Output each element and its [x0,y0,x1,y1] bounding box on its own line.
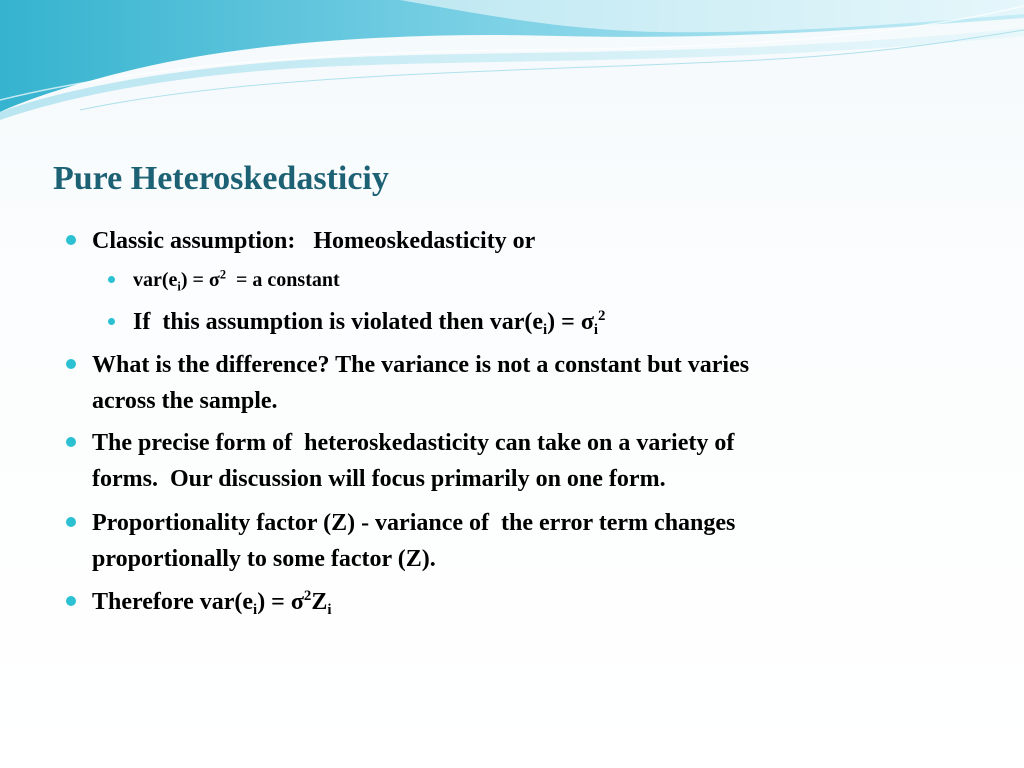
bullet-difference [92,347,952,419]
sub-bullet-constant-variance [133,266,953,294]
formula-superscript: 2 [303,588,312,605]
bullet-dot-icon [66,437,76,447]
formula-superscript: 2 [598,308,606,325]
bullet-line: forms. Our discussion will focus primarily on one form. [92,466,666,492]
bullet-dot-icon [108,276,115,283]
sub-bullet-violated-assumption [133,305,953,339]
formula-subscript: i [177,279,181,294]
formula-text: ) = σ [547,309,594,335]
bullet-proportionality-factor [92,505,952,577]
bullet-therefore [92,584,952,620]
formula-superscript: 2 [219,267,227,282]
formula-text: Z [311,589,328,615]
slide-title: Pure Heteroskedasticiy [53,160,389,197]
formula-subscript: i [327,602,332,619]
bullet-precise-form [92,425,952,497]
bullet-line: across the sample. [92,388,278,414]
bullet-line: The precise form of heteroskedasticity can take on a variety of [92,430,735,456]
formula-text: ) = σ [180,269,220,291]
bullet-classic-assumption [92,223,952,259]
formula-subscript: i [543,322,548,339]
bullet-line: proportionally to some factor (Z). [92,546,436,572]
bullet-dot-icon [108,318,115,325]
bullet-line: Proportionality factor (Z) - variance of the error term changes [92,510,736,536]
formula-text: var(e [133,269,178,291]
formula-text: = a constant [226,269,340,291]
bullet-dot-icon [66,359,76,369]
bullet-text: Classic assumption: Homeoskedasticity or [92,228,536,254]
bullet-dot-icon [66,235,76,245]
formula-subscript: i [593,322,599,339]
formula-subscript: i [253,602,258,619]
bullet-dot-icon [66,596,76,606]
bullet-line: What is the difference? The variance is not a constant but varies [92,352,750,378]
formula-text: If this assumption is violated then var(e [133,309,544,335]
formula-text: ) = σ [257,589,304,615]
formula-text: Therefore var(e [92,589,254,615]
bullet-dot-icon [66,517,76,527]
